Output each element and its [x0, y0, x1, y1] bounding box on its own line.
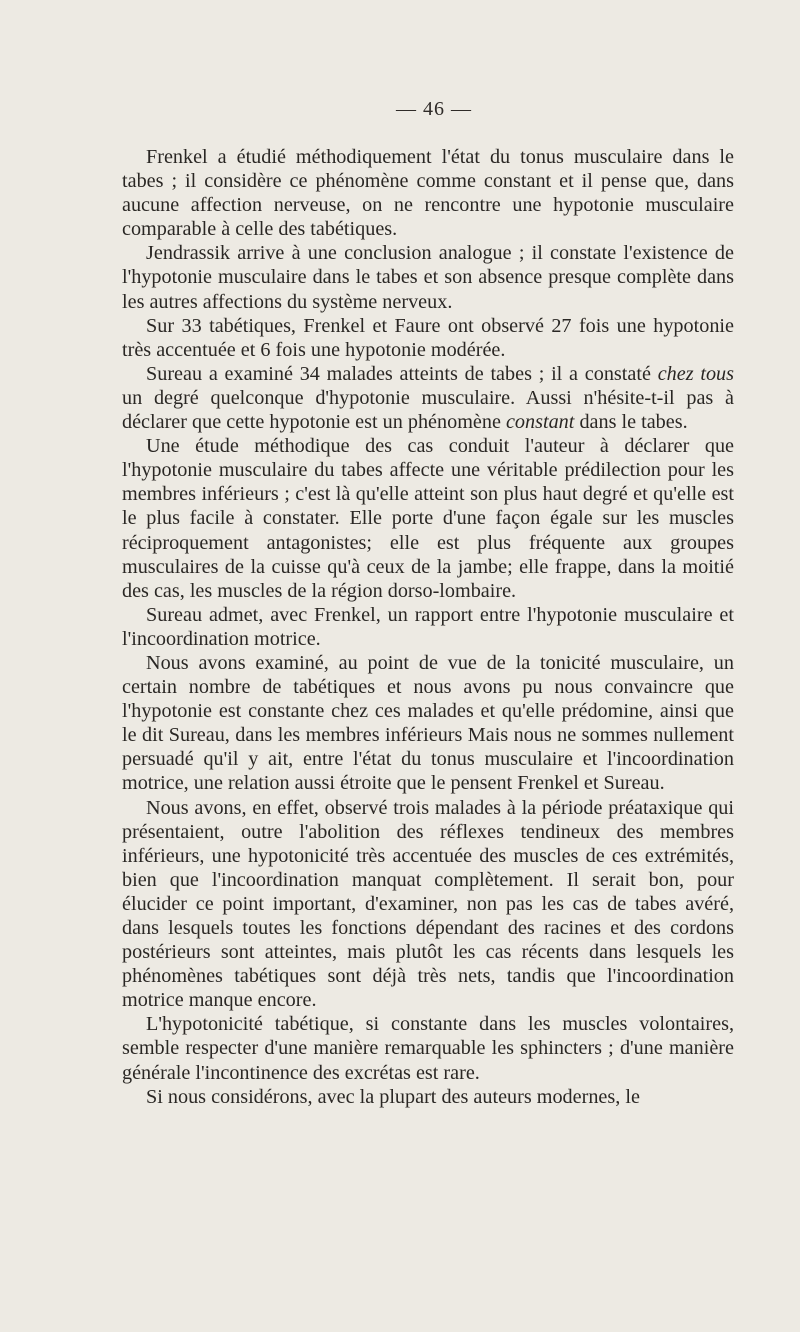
italic-emphasis: constant [505, 411, 575, 434]
paragraph: Nous avons examiné, au point de vue de la tonicité musculaire, un certain nombre de tabétiques et nous avons pu nous convaincre que l'hypotonie est constante chez ces malades et qu'elle prédomine, ainsi que le dit Sureau, dans les membres inférieurs Mais nous ne sommes nullement persuadé qu'il y ait, entre l'état du tonus musculaire et l'incoordination motrice, une relation aussi étroite que le pensent Frenkel et Sureau. [122, 651, 734, 795]
paragraph [122, 362, 734, 434]
paragraph: Sur 33 tabétiques, Frenkel et Faure ont observé 27 fois une hypotonie très accentuée et 6 fois une hypotonie modérée. [122, 314, 734, 361]
paragraph-text: dans le tabes. [574, 411, 688, 434]
paragraph: L'hypotonicité tabétique, si constante dans les muscles volontaires, semble respecter d'une manière remarquable les sphincters ; d'une manière générale l'incontinence des excrétas est rare. [122, 1013, 734, 1084]
page-number: — 46 — [396, 98, 472, 120]
body-text [122, 145, 734, 1109]
paragraph: Jendrassik arrive à une conclusion analogue ; il constate l'existence de l'hypotonie musculaire dans le tabes et son absence presque complète dans les autres affections du système nerveux. [122, 242, 734, 313]
paragraph: Une étude méthodique des cas conduit l'auteur à déclarer que l'hypotonie musculaire du tabes affecte une véritable prédilection pour les membres inférieurs ; c'est là qu'elle atteint son plus haut degré et qu'elle est le plus facile à constater. Elle porte d'une façon égale sur les muscles réciproquement antagonistes; elle est plus fréquente aux groupes musculaires de la cuisse qu'à ceux de la jambe; elle frappe, dans la moitié des cas, les muscles de la région dorso-lombaire. [122, 435, 734, 602]
paragraph: Nous avons, en effet, observé trois malades à la période préataxique qui présentaient, outre l'abolition des réflexes tendineux des membres inférieurs, une hypotonicité très accentuée des muscles de ces extrémités, bien que l'incoordination manquat complètement. Il serait bon, pour élucider ce point important, d'examiner, non pas les cas de tabes avéré, dans lesquels toutes les fonctions dépendant des racines et des cordons postérieurs sont atteintes, mais plutôt les cas récents dans lesquels les phénomènes tabétiques sont déjà très nets, tandis que l'incoordination motrice manque encore. [122, 796, 734, 1012]
paragraph: Frenkel a étudié méthodiquement l'état du tonus musculaire dans le tabes ; il considère ce phénomène comme constant et il pense que, dans aucune affection nerveuse, on ne rencontre une hypotonie musculaire comparable à celle des tabétiques. [122, 146, 734, 241]
paragraph-text: un degré quelconque d'hypotonie musculaire. Aussi n'hésite-t-il pas à déclarer que cette hypotonie est un phénomène [122, 386, 734, 434]
paragraph: Sureau admet, avec Frenkel, un rapport entre l'hypotonie musculaire et l'incoordination motrice. [122, 603, 734, 650]
paragraph-text: Sureau a examiné 34 malades atteints de tabes ; il a constaté [146, 362, 658, 385]
paragraph: Si nous considérons, avec la plupart des auteurs modernes, le [146, 1085, 640, 1108]
italic-emphasis: chez tous [657, 362, 734, 385]
